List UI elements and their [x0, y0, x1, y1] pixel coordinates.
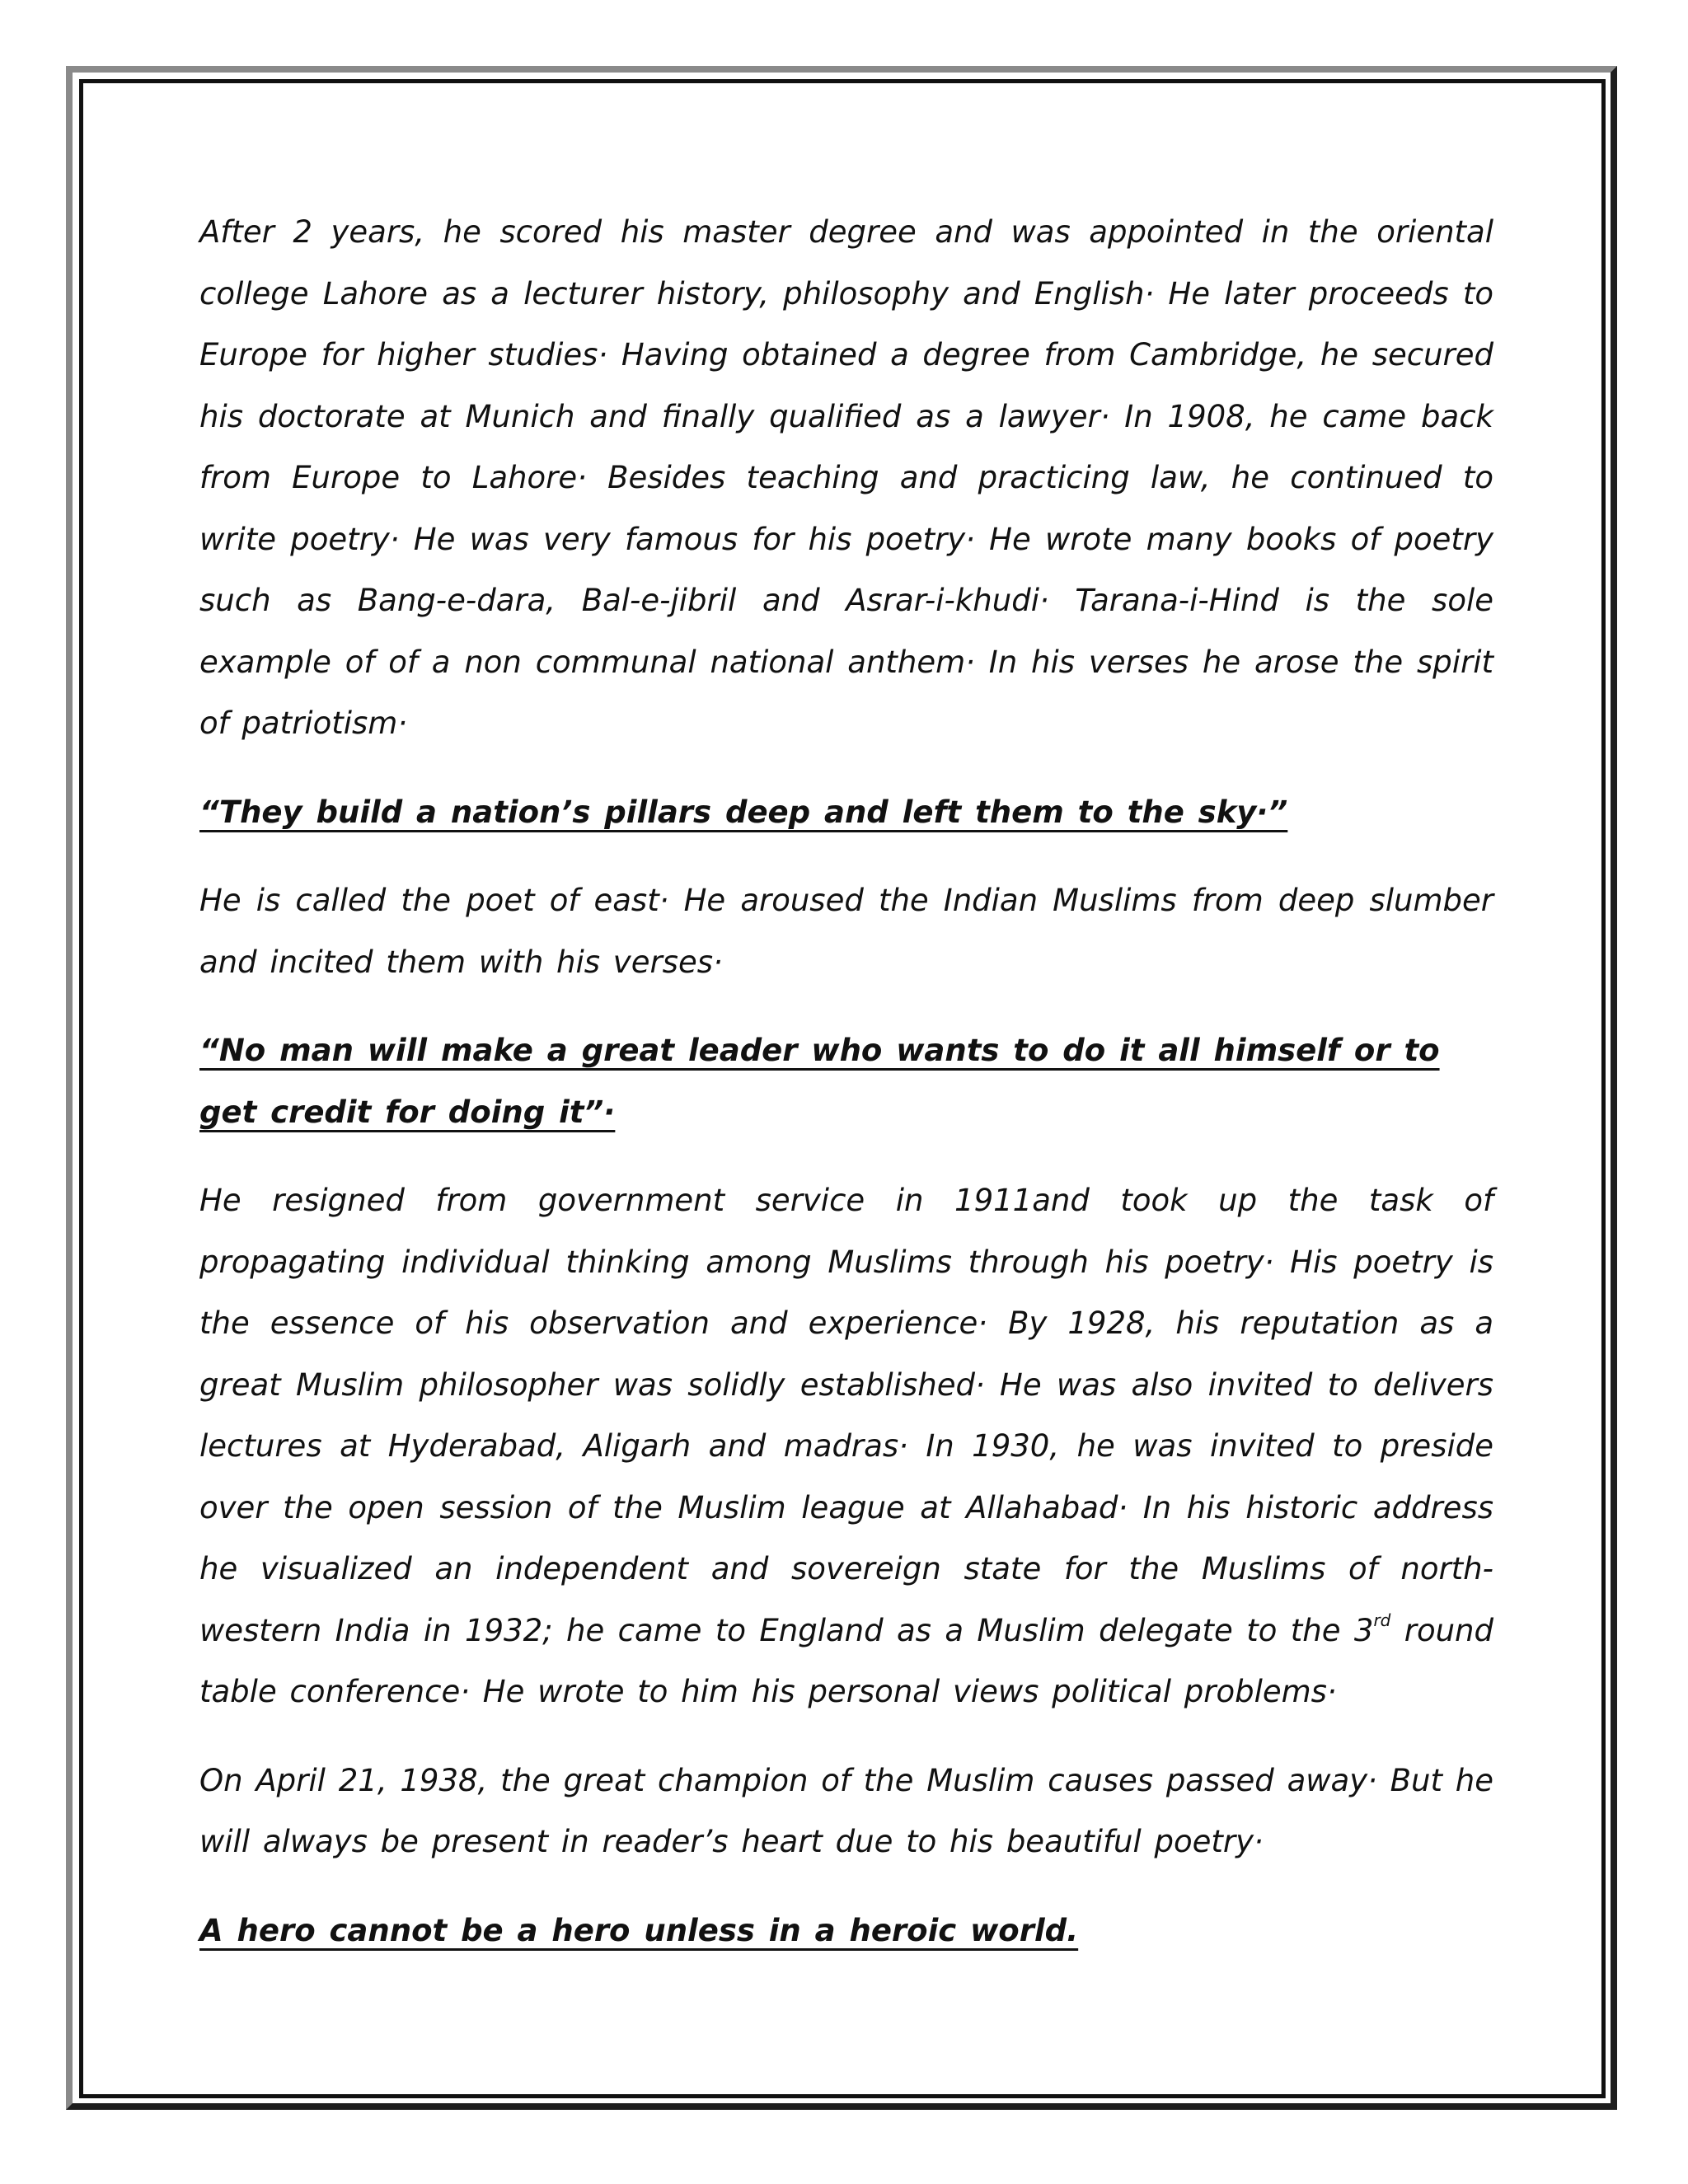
- paragraph-poet-of-east: He is called the poet of east· He aroused the Indian Muslims from deep slumber and incited them with his verses·: [199, 883, 1493, 980]
- paragraph-political-career: [199, 1170, 1493, 1723]
- paragraph-education-poetry: After 2 years, he scored his master degree and was appointed in the oriental college Lahore as a lecturer history, philosophy and English· He later proceeds to Europe for higher studies· Having obtained a degree from Cambridge, he secured his doctorate at Munich and finally qualified as a lawyer· In 1908, he came back from Europe to Lahore· Besides teaching and practicing law, he continued to write poetry· He was very famous for his poetry· He wrote many books of poetry such as Bang-e-dara, Bal-e-jibril and Asrar-i-khudi· Tarana-i-Hind is the sole example of of a non communal national anthem· In his verses he arose the spirit of patriotism·: [199, 214, 1493, 741]
- quote-great-leader: “No man will make a great leader who wants to do it all himself or to get credit for doing it”·: [199, 1033, 1440, 1130]
- document-body: [199, 202, 1493, 1961]
- quote-hero: A hero cannot be a hero unless in a heroic world.: [199, 1912, 1079, 1948]
- ordinal-superscript: rd: [1373, 1610, 1391, 1630]
- quote-nation-pillars: “They build a nation’s pillars deep and left them to the sky·”: [199, 794, 1288, 830]
- political-career-text-end: round table conference· He wrote to him his personal views political problems·: [199, 1612, 1493, 1709]
- political-career-text: He resigned from government service in 1911and took up the task of propagating individual thinking among Muslims through his poetry· His poetry is the essence of his observation and experience· By 1928, his reputation as a great Muslim philosopher was solidly established· He was also invited to delivers lectures at Hyderabad, Aligarh and madras· In 1930, he was invited to preside over the open session of the Muslim league at Allahabad· In his historic address he visualized an independent and sovereign state for the Muslims of north-western India in 1932; he came to England as a Muslim delegate to the 3: [199, 1183, 1493, 1648]
- paragraph-death: On April 21, 1938, the great champion of the Muslim causes passed away· But he will always be present in reader’s heart due to his beautiful poetry·: [199, 1762, 1493, 1859]
